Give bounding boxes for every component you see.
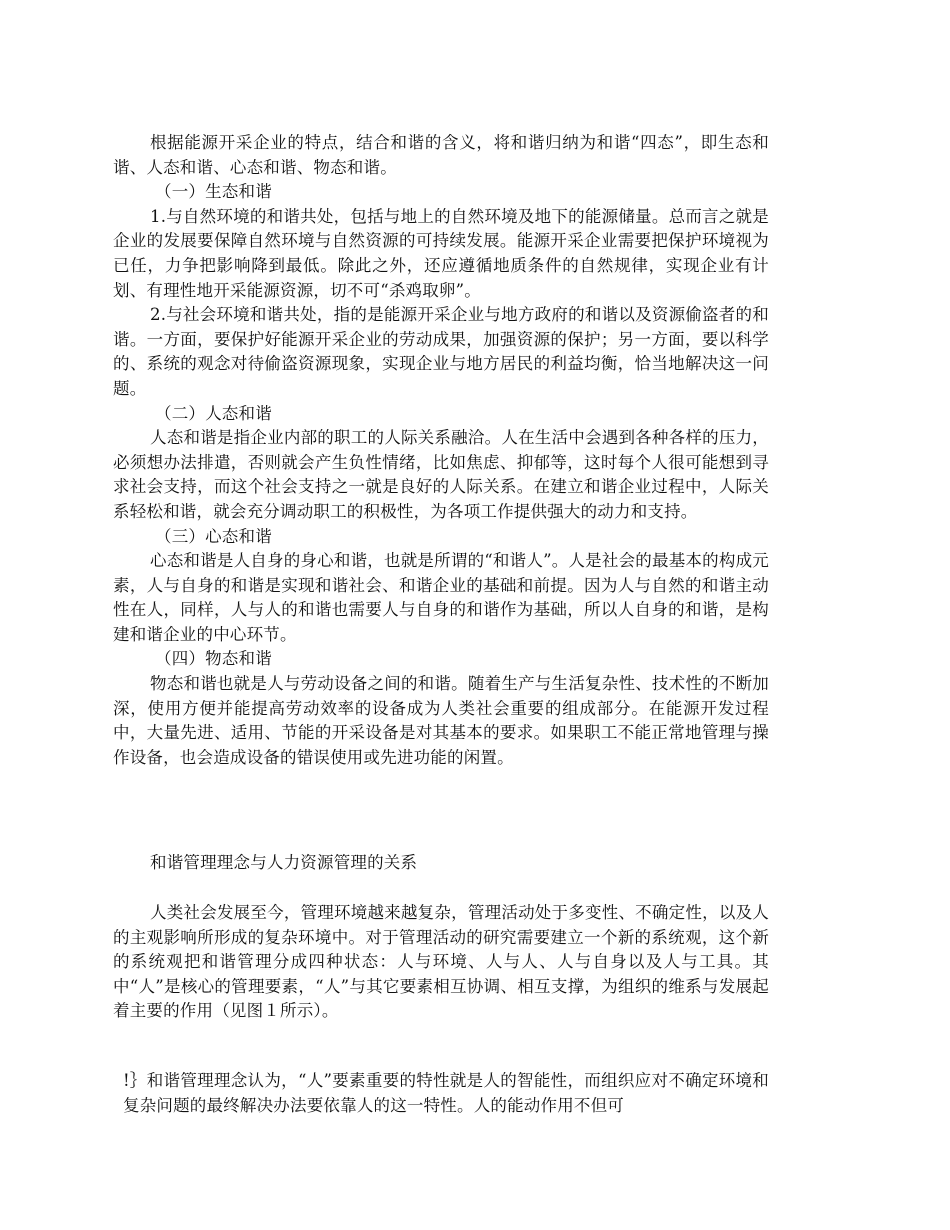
paragraph-human-harmony: 人态和谐是指企业内部的职工的人际关系融洽。人在生活中会遇到各种各样的压力，必须想办法排遣，否则就会产生负性情绪，比如焦虑、抑郁等，这时每个人很可能想到寻求社会支持，而这个社会支持之一就是良好的人际关系。在建立和谐企业过程中，人际关系轻松和谐，就会充分调动职工的积极性，为各项工作提供强大的动力和支持。 — [113, 428, 769, 521]
paragraph-natural-environment: 1.与自然环境的和谐共处，包括与地上的自然环境及地下的能源储量。总而言之就是企业的发展要保障自然环境与自然资源的可持续发展。能源开采企业需要把保护环境视为已任，力争把影响降到最低。除此之外，还应遵循地质条件的自然规律，实现企业有计划、有理性地开采能源资源，切不可“杀鸡取卵”。 — [113, 206, 769, 300]
overview-paragraph: 根据能源开采企业的特点，结合和谐的含义，将和谐归纳为和谐“四态”，即生态和谐、人态和谐、心态和谐、物态和谐。 — [113, 133, 769, 177]
heading-ecological-harmony: （一）生态和谐 — [155, 182, 272, 202]
paragraph-management-relation: 人类社会发展至今，管理环境越来越复杂，管理活动处于多变性、不确定性，以及人的主观影响所形成的复杂环境中。对于管理活动的研究需要建立一个新的系统观，这个新的系统观把和谐管理分成四种状态：人与环境、人与人、人与自身以及人与工具。其中“人”是核心的管理要素，“人”与其它要素相互协调、相互支撑，为组织的维系与发展起着主要的作用（见图１所示）。 — [113, 903, 769, 1021]
relation-paragraph-block — [113, 901, 769, 1024]
section-title: 和谐管理理念与人力资源管理的关系 — [150, 853, 418, 872]
heading-object-harmony: （四）物态和谐 — [155, 649, 272, 669]
harmony-four-states-section — [113, 131, 769, 770]
paragraph-object-harmony: 物态和谐也就是人与劳动设备之间的和谐。随着生产与生活复杂性、技术性的不断加深，使用方便并能提高劳动效率的设备成为人类社会重要的组成部分。在能源开发过程中，大量先进、适用、节能的开采设备是对其基本的要求。如果职工不能正常地管理与操作设备，也会造成设备的错误使用或先进功能的闲置。 — [113, 674, 769, 767]
paragraph-human-intelligence: !｝和谐管理理念认为，“人”要素重要的特性就是人的智能性，而组织应对不确定环境和复杂问题的最终解决办法要依靠人的这一特性。人的能动作用不但可 — [123, 1071, 769, 1115]
section-title-block — [113, 851, 769, 876]
final-paragraph-block — [113, 1069, 769, 1118]
paragraph-social-environment: 2.与社会环境和谐共处，指的是能源开采企业与地方政府的和谐以及资源偷盗者的和谐。一方面，要保护好能源开采企业的劳动成果，加强资源的保护；另一方面，要以科学的、系统的观念对待偷盗资源现象，实现企业与地方居民的利益均衡，恰当地解决这一问题。 — [113, 305, 769, 398]
paragraph-mind-harmony: 心态和谐是人自身的身心和谐，也就是所谓的“和谐人”。人是社会的最基本的构成元素，人与自身的和谐是实现和谐社会、和谐企业的基础和前提。因为人与自然的和谐主动性在人，同样，人与人的和谐也需要人与自身的和谐作为基础，所以人自身的和谐，是构建和谐企业的中心环节。 — [113, 551, 769, 644]
heading-mind-harmony: （三）心态和谐 — [155, 526, 272, 546]
heading-human-harmony: （二）人态和谐 — [155, 403, 272, 423]
